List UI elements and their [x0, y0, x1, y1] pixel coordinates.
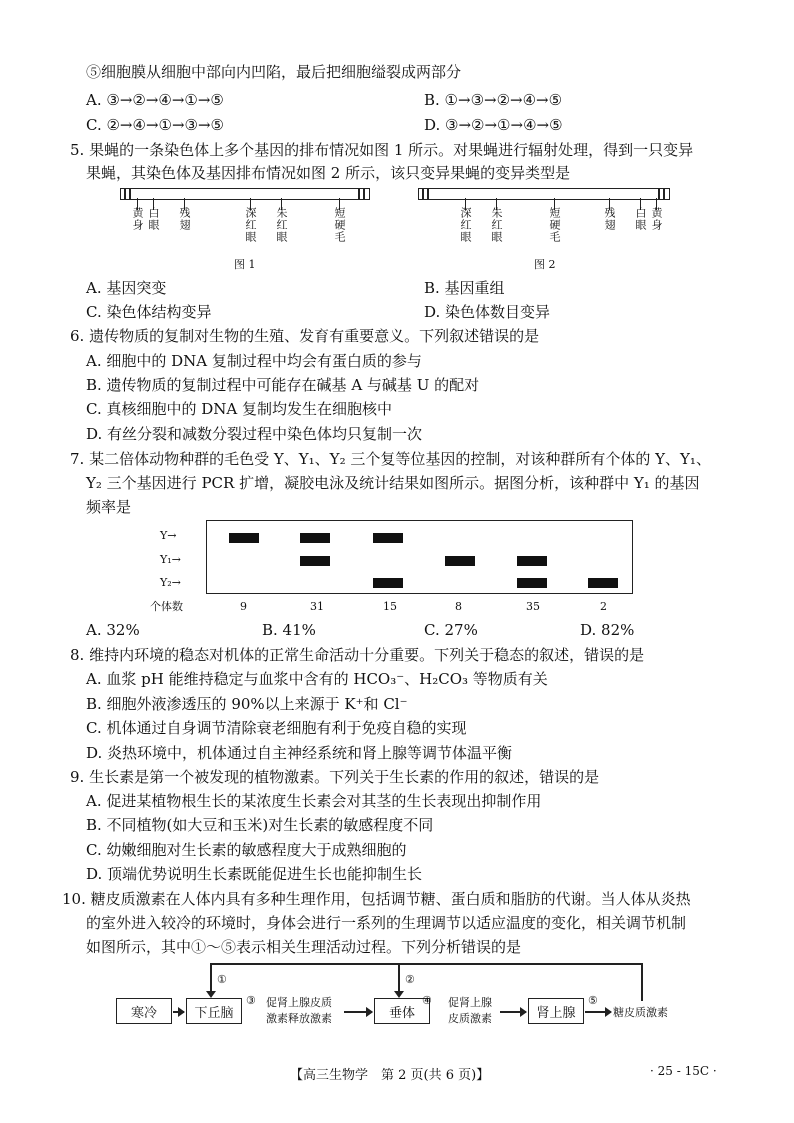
- gel-count: 15: [383, 600, 397, 613]
- fig2-gene-5: 白眼: [634, 207, 647, 231]
- q4-item5: ⑤细胞膜从细胞中部向内凹陷，最后把细胞缢裂成两部分: [86, 63, 462, 81]
- q10-stem-line2: 的室外进入较冷的环境时，身体会进行一系列的生理调节以适应温度的变化，相关调节机制: [86, 914, 687, 932]
- fig1-gene-3: 残翅: [178, 207, 191, 231]
- hypothalamus-box: 下丘脑: [186, 998, 242, 1024]
- cold-box: 寒冷: [116, 998, 172, 1024]
- q4-option-a[interactable]: A. ③→②→④→①→⑤: [86, 91, 224, 109]
- gel-row-label-y: Y→: [160, 529, 177, 542]
- q6-option-d[interactable]: D. 有丝分裂和减数分裂过程中染色体均只复制一次: [86, 425, 423, 443]
- q7-option-a[interactable]: A. 32%: [86, 621, 140, 639]
- q4-option-b[interactable]: B. ①→③→②→④→⑤: [424, 91, 563, 109]
- crh-label-1: 促肾上腺皮质: [266, 996, 332, 1009]
- fig2-label: 图 2: [534, 258, 556, 271]
- gel-count: 8: [455, 600, 462, 613]
- process-4-label: ④: [422, 994, 432, 1007]
- chromosome-1: [120, 188, 370, 200]
- q8-option-d[interactable]: D. 炎热环境中，机体通过自主神经系统和肾上腺等调节体温平衡: [86, 744, 513, 762]
- q7-stem-line1: 7. 某二倍体动物种群的毛色受 Y、Y₁、Y₂ 三个复等位基因的控制，对该种群所有个体的 Y、Y₁、: [70, 450, 711, 468]
- pituitary-box: 垂体: [374, 998, 430, 1024]
- crh-label-2: 激素释放激素: [266, 1012, 332, 1025]
- arrow: [585, 1011, 611, 1013]
- fig1-gene-6: 短硬毛: [333, 207, 346, 243]
- footer-title: 【高三生物学 第 2 页(共 6 页)】: [290, 1068, 490, 1083]
- q7-stem-line2: Y₂ 三个基因进行 PCR 扩增，凝胶电泳及统计结果如图所示。据图分析，该种群中 Y₁ 的基因: [86, 474, 700, 492]
- gel-count: 35: [526, 600, 540, 613]
- feedback-arrow-2: [398, 963, 400, 996]
- q10-stem-line3: 如图所示，其中①～⑤表示相关生理活动过程。下列分析错误的是: [86, 938, 522, 956]
- gel-row-label-y1: Y₁→: [160, 553, 181, 566]
- q7-option-d[interactable]: D. 82%: [580, 621, 635, 639]
- q7-stem-line3: 频率是: [86, 498, 132, 516]
- q5-option-b[interactable]: B. 基因重组: [424, 279, 505, 297]
- gel-band: [588, 578, 618, 588]
- arrow: [500, 1011, 526, 1013]
- arrow: [344, 1011, 372, 1013]
- q5-option-c[interactable]: C. 染色体结构变异: [86, 303, 212, 321]
- chromosome-2: [418, 188, 670, 200]
- gel-count: 2: [600, 600, 607, 613]
- q4-option-c[interactable]: C. ②→④→①→③→⑤: [86, 116, 224, 134]
- fig2-gene-3: 短硬毛: [548, 207, 561, 243]
- q8-option-b[interactable]: B. 细胞外液渗透压的 90%以上来源于 K⁺和 Cl⁻: [86, 695, 408, 713]
- gel-band: [229, 533, 259, 543]
- fig1-gene-4: 深红眼: [244, 207, 257, 243]
- q9-option-c[interactable]: C. 幼嫩细胞对生长素的敏感程度大于成熟细胞的: [86, 841, 407, 859]
- q9-option-d[interactable]: D. 顶端优势说明生长素既能促进生长也能抑制生长: [86, 865, 423, 883]
- gel-band: [445, 556, 475, 566]
- gel-band: [300, 533, 330, 543]
- fig2-gene-2: 朱红眼: [490, 207, 503, 243]
- q9-stem: 9. 生长素是第一个被发现的植物激素。下列关于生长素的作用的叙述，错误的是: [70, 768, 600, 786]
- fig1-gene-1: 黄身: [131, 207, 144, 231]
- q8-option-a[interactable]: A. 血浆 pH 能维持稳定与血浆中含有的 HCO₃⁻、H₂CO₃ 等物质有关: [86, 670, 548, 688]
- feedback-line: [641, 963, 643, 1001]
- q5-option-d[interactable]: D. 染色体数目变异: [424, 303, 551, 321]
- fig2-gene-1: 深红眼: [459, 207, 472, 243]
- footer-code: · 25 - 15C ·: [650, 1064, 717, 1078]
- q9-option-b[interactable]: B. 不同植物(如大豆和玉米)对生长素的敏感程度不同: [86, 816, 434, 834]
- fig2-gene-4: 残翅: [603, 207, 616, 231]
- gel-band: [517, 556, 547, 566]
- gel-count: 9: [240, 600, 247, 613]
- q8-stem: 8. 维持内环境的稳态对机体的正常生命活动十分重要。下列关于稳态的叙述，错误的是: [70, 646, 645, 664]
- feedback-line: [210, 963, 642, 965]
- q9-option-a[interactable]: A. 促进某植物根生长的某浓度生长素会对其茎的生长表现出抑制作用: [86, 792, 542, 810]
- process-3-label: ③: [246, 994, 256, 1007]
- gel-band: [373, 578, 403, 588]
- gel-count: 31: [310, 600, 324, 613]
- fig1-gene-2: 白眼: [147, 207, 160, 231]
- q6-stem: 6. 遗传物质的复制对生物的生殖、发育有重要意义。下列叙述错误的是: [70, 327, 540, 345]
- gel-band: [517, 578, 547, 588]
- q6-option-c[interactable]: C. 真核细胞中的 DNA 复制均发生在细胞核中: [86, 400, 393, 418]
- acth-label-1: 促肾上腺: [448, 996, 492, 1009]
- process-5-label: ⑤: [588, 994, 598, 1007]
- gel-band: [373, 533, 403, 543]
- q6-option-a[interactable]: A. 细胞中的 DNA 复制过程中均会有蛋白质的参与: [86, 352, 422, 370]
- q6-option-b[interactable]: B. 遗传物质的复制过程中可能存在碱基 A 与碱基 U 的配对: [86, 376, 480, 394]
- q5-option-a[interactable]: A. 基因突变: [86, 279, 167, 297]
- q5-stem-line1: 5. 果蝇的一条染色体上多个基因的排布情况如图 1 所示。对果蝇进行辐射处理，得到一只变异: [70, 141, 694, 159]
- fig1-gene-5: 朱红眼: [275, 207, 288, 243]
- gel-count-label: 个体数: [150, 600, 183, 613]
- arrow: [173, 1011, 184, 1013]
- adrenal-box: 肾上腺: [528, 998, 584, 1024]
- fig2-gene-6: 黄身: [650, 207, 663, 231]
- gel-box: [206, 520, 633, 594]
- feedback-arrow-1: [210, 963, 212, 996]
- q8-option-c[interactable]: C. 机体通过自身调节清除衰老细胞有利于免疫自稳的实现: [86, 719, 467, 737]
- gel-row-label-y2: Y₂→: [160, 576, 181, 589]
- q5-stem-line2: 果蝇，其染色体及基因排布情况如图 2 所示，该只变异果蝇的变异类型是: [86, 164, 571, 182]
- process-2-label: ②: [405, 973, 415, 986]
- fig1-label: 图 1: [234, 258, 256, 271]
- q7-option-b[interactable]: B. 41%: [262, 621, 316, 639]
- q4-option-d[interactable]: D. ③→②→①→④→⑤: [424, 116, 563, 134]
- glucocorticoid-label: 糖皮质激素: [613, 1006, 668, 1019]
- process-1-label: ①: [217, 973, 227, 986]
- acth-label-2: 皮质激素: [448, 1012, 492, 1025]
- q10-stem-line1: 10. 糖皮质激素在人体内具有多种生理作用，包括调节糖、蛋白质和脂肪的代谢。当人体从炎热: [62, 890, 691, 908]
- gel-band: [300, 556, 330, 566]
- q7-option-c[interactable]: C. 27%: [424, 621, 478, 639]
